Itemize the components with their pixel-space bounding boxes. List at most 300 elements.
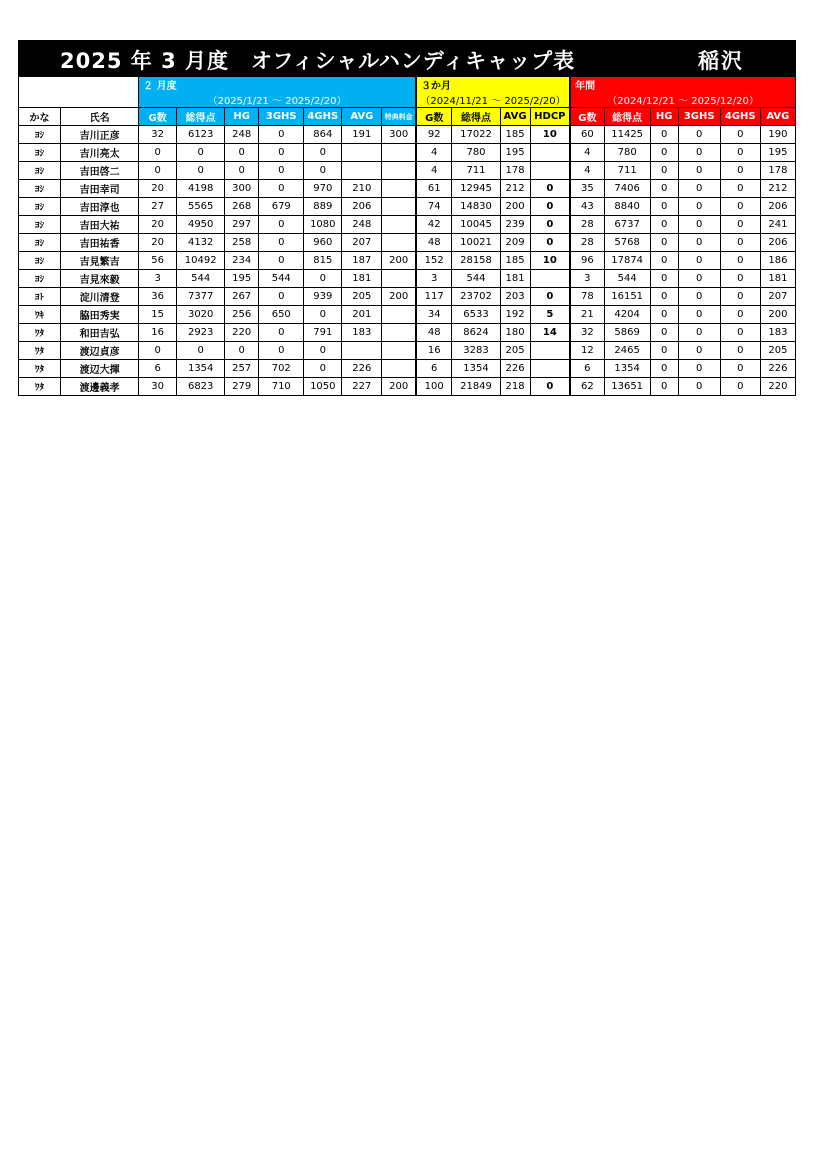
year-total-cell: 2465 — [604, 342, 650, 360]
feb-bonus-cell — [382, 198, 416, 216]
feb-4ghs-cell: 0 — [304, 144, 342, 162]
three-hdcp-cell — [530, 162, 570, 180]
location-label: 稲沢 — [698, 49, 744, 73]
three-games-cell: 100 — [416, 378, 452, 396]
year-total-cell: 780 — [604, 144, 650, 162]
three-avg-cell: 181 — [500, 270, 530, 288]
year-hg-cell: 0 — [650, 162, 678, 180]
year-avg-cell: 178 — [760, 162, 795, 180]
year-total-cell: 13651 — [604, 378, 650, 396]
feb-total-cell: 10492 — [177, 252, 225, 270]
year-3ghs-cell: 0 — [678, 252, 720, 270]
year-hg-cell: 0 — [650, 144, 678, 162]
kana-cell: ﾖｼ — [19, 216, 61, 234]
table-row — [19, 144, 796, 162]
feb-hg-cell: 256 — [225, 306, 259, 324]
year-avg-cell: 190 — [760, 126, 795, 144]
three-games-cell: 6 — [416, 360, 452, 378]
feb-total-cell: 544 — [177, 270, 225, 288]
year-hg-cell: 0 — [650, 234, 678, 252]
year-games-cell: 60 — [570, 126, 604, 144]
feb-3ghs-cell: 0 — [259, 144, 304, 162]
year-3ghs-cell: 0 — [678, 288, 720, 306]
table-row — [19, 288, 796, 306]
col-three-hdcp: HDCP — [530, 108, 570, 126]
table-body — [19, 126, 796, 396]
feb-total-cell: 5565 — [177, 198, 225, 216]
feb-4ghs-cell: 0 — [304, 360, 342, 378]
feb-hg-cell: 268 — [225, 198, 259, 216]
col-feb-total: 総得点 — [177, 108, 225, 126]
year-4ghs-cell: 0 — [720, 180, 760, 198]
year-3ghs-cell: 0 — [678, 198, 720, 216]
year-3ghs-cell: 0 — [678, 144, 720, 162]
name-cell: 吉川亮太 — [61, 144, 139, 162]
year-total-cell: 16151 — [604, 288, 650, 306]
three-avg-cell: 209 — [500, 234, 530, 252]
three-hdcp-cell: 5 — [530, 306, 570, 324]
feb-total-cell: 2923 — [177, 324, 225, 342]
feb-games-cell: 3 — [139, 270, 177, 288]
col-year-4ghs: 4GHS — [720, 108, 760, 126]
three-total-cell: 3283 — [452, 342, 500, 360]
year-group-label: 年間 — [570, 77, 795, 93]
year-games-cell: 4 — [570, 144, 604, 162]
kana-cell: ﾖｼ — [19, 234, 61, 252]
year-hg-cell: 0 — [650, 270, 678, 288]
three-avg-cell: 218 — [500, 378, 530, 396]
year-games-cell: 4 — [570, 162, 604, 180]
col-year-games: G数 — [570, 108, 604, 126]
year-hg-cell: 0 — [650, 342, 678, 360]
feb-avg-cell — [342, 342, 382, 360]
feb-3ghs-cell: 0 — [259, 342, 304, 360]
three-avg-cell: 180 — [500, 324, 530, 342]
table-head — [19, 77, 796, 126]
feb-avg-cell: 206 — [342, 198, 382, 216]
name-cell: 渡辺貞彦 — [61, 342, 139, 360]
feb-avg-cell: 210 — [342, 180, 382, 198]
feb-4ghs-cell: 889 — [304, 198, 342, 216]
kana-cell: ﾜﾀ — [19, 342, 61, 360]
year-4ghs-cell: 0 — [720, 216, 760, 234]
table-row — [19, 180, 796, 198]
name-cell: 渡邊義孝 — [61, 378, 139, 396]
feb-total-cell: 0 — [177, 342, 225, 360]
feb-4ghs-cell: 0 — [304, 270, 342, 288]
kana-cell: ﾖｼ — [19, 198, 61, 216]
three-total-cell: 544 — [452, 270, 500, 288]
year-3ghs-cell: 0 — [678, 234, 720, 252]
feb-4ghs-cell: 939 — [304, 288, 342, 306]
feb-hg-cell: 258 — [225, 234, 259, 252]
name-cell: 吉川正彦 — [61, 126, 139, 144]
feb-4ghs-cell: 864 — [304, 126, 342, 144]
year-3ghs-cell: 0 — [678, 162, 720, 180]
name-cell: 和田吉弘 — [61, 324, 139, 342]
feb-hg-cell: 279 — [225, 378, 259, 396]
year-games-cell: 6 — [570, 360, 604, 378]
three-avg-cell: 239 — [500, 216, 530, 234]
feb-hg-cell: 0 — [225, 144, 259, 162]
col-name: 氏名 — [61, 108, 139, 126]
name-cell: 渡辺大揮 — [61, 360, 139, 378]
year-3ghs-cell: 0 — [678, 306, 720, 324]
col-feb-3ghs: 3GHS — [259, 108, 304, 126]
feb-games-cell: 15 — [139, 306, 177, 324]
three-hdcp-cell: 14 — [530, 324, 570, 342]
table-row — [19, 162, 796, 180]
name-cell: 吉田啓二 — [61, 162, 139, 180]
three-total-cell: 10045 — [452, 216, 500, 234]
feb-4ghs-cell: 0 — [304, 342, 342, 360]
three-total-cell: 711 — [452, 162, 500, 180]
kana-cell: ﾖｼ — [19, 270, 61, 288]
year-avg-cell: 183 — [760, 324, 795, 342]
table-row — [19, 378, 796, 396]
feb-avg-cell: 205 — [342, 288, 382, 306]
three-total-cell: 12945 — [452, 180, 500, 198]
year-3ghs-cell: 0 — [678, 180, 720, 198]
year-3ghs-cell: 0 — [678, 360, 720, 378]
kana-cell: ﾖｼ — [19, 180, 61, 198]
three-hdcp-cell: 0 — [530, 180, 570, 198]
feb-games-cell: 20 — [139, 234, 177, 252]
three-games-cell: 3 — [416, 270, 452, 288]
three-games-cell: 4 — [416, 144, 452, 162]
feb-bonus-cell — [382, 270, 416, 288]
col-feb-games: G数 — [139, 108, 177, 126]
table-row — [19, 252, 796, 270]
feb-total-cell: 4950 — [177, 216, 225, 234]
feb-bonus-cell — [382, 342, 416, 360]
feb-hg-cell: 267 — [225, 288, 259, 306]
feb-avg-cell — [342, 162, 382, 180]
three-avg-cell: 185 — [500, 126, 530, 144]
year-games-cell: 62 — [570, 378, 604, 396]
feb-3ghs-cell: 0 — [259, 126, 304, 144]
table-row — [19, 306, 796, 324]
feb-avg-cell: 201 — [342, 306, 382, 324]
year-games-cell: 78 — [570, 288, 604, 306]
kana-cell: ﾜﾀ — [19, 324, 61, 342]
feb-3ghs-cell: 0 — [259, 252, 304, 270]
year-hg-cell: 0 — [650, 126, 678, 144]
feb-hg-cell: 248 — [225, 126, 259, 144]
kana-cell: ﾖｼ — [19, 144, 61, 162]
three-hdcp-cell — [530, 360, 570, 378]
feb-avg-cell: 181 — [342, 270, 382, 288]
feb-bonus-cell — [382, 144, 416, 162]
three-hdcp-cell — [530, 144, 570, 162]
feb-bonus-cell: 300 — [382, 126, 416, 144]
feb-group-label: ２ 月度 — [139, 77, 416, 93]
feb-bonus-cell: 200 — [382, 378, 416, 396]
year-3ghs-cell: 0 — [678, 324, 720, 342]
three-hdcp-cell: 0 — [530, 234, 570, 252]
name-cell: 吉見繁吉 — [61, 252, 139, 270]
feb-3ghs-cell: 0 — [259, 216, 304, 234]
group-title-row — [19, 77, 796, 93]
feb-avg-cell — [342, 144, 382, 162]
feb-hg-cell: 195 — [225, 270, 259, 288]
feb-total-cell: 0 — [177, 162, 225, 180]
feb-4ghs-cell: 970 — [304, 180, 342, 198]
three-games-cell: 4 — [416, 162, 452, 180]
feb-hg-cell: 220 — [225, 324, 259, 342]
year-games-cell: 3 — [570, 270, 604, 288]
year-3ghs-cell: 0 — [678, 378, 720, 396]
feb-games-cell: 20 — [139, 216, 177, 234]
three-avg-cell: 203 — [500, 288, 530, 306]
year-avg-cell: 226 — [760, 360, 795, 378]
year-4ghs-cell: 0 — [720, 324, 760, 342]
three-hdcp-cell — [530, 270, 570, 288]
feb-bonus-cell — [382, 216, 416, 234]
year-group-range: （2024/12/21 ～ 2025/12/20） — [570, 92, 795, 108]
feb-bonus-cell — [382, 162, 416, 180]
name-cell: 淀川清登 — [61, 288, 139, 306]
year-total-cell: 711 — [604, 162, 650, 180]
year-games-cell: 28 — [570, 234, 604, 252]
col-three-games: G数 — [416, 108, 452, 126]
col-year-3ghs: 3GHS — [678, 108, 720, 126]
feb-4ghs-cell: 1080 — [304, 216, 342, 234]
feb-games-cell: 0 — [139, 162, 177, 180]
three-hdcp-cell: 0 — [530, 198, 570, 216]
year-total-cell: 4204 — [604, 306, 650, 324]
table-row — [19, 126, 796, 144]
feb-avg-cell: 187 — [342, 252, 382, 270]
year-total-cell: 5869 — [604, 324, 650, 342]
three-games-cell: 34 — [416, 306, 452, 324]
year-total-cell: 6737 — [604, 216, 650, 234]
three-games-cell: 48 — [416, 234, 452, 252]
feb-3ghs-cell: 0 — [259, 288, 304, 306]
year-games-cell: 12 — [570, 342, 604, 360]
three-hdcp-cell: 0 — [530, 288, 570, 306]
year-games-cell: 32 — [570, 324, 604, 342]
three-total-cell: 23702 — [452, 288, 500, 306]
three-total-cell: 10021 — [452, 234, 500, 252]
feb-bonus-cell: 200 — [382, 252, 416, 270]
year-hg-cell: 0 — [650, 306, 678, 324]
feb-avg-cell: 226 — [342, 360, 382, 378]
year-4ghs-cell: 0 — [720, 198, 760, 216]
feb-3ghs-cell: 0 — [259, 180, 304, 198]
three-avg-cell: 185 — [500, 252, 530, 270]
feb-total-cell: 6823 — [177, 378, 225, 396]
feb-bonus-cell — [382, 306, 416, 324]
year-hg-cell: 0 — [650, 378, 678, 396]
col-year-avg: AVG — [760, 108, 795, 126]
name-cell: 吉田幸司 — [61, 180, 139, 198]
three-avg-cell: 212 — [500, 180, 530, 198]
feb-3ghs-cell: 702 — [259, 360, 304, 378]
kana-cell: ﾖｼ — [19, 162, 61, 180]
kana-cell: ﾜﾀ — [19, 378, 61, 396]
header-blank — [19, 77, 139, 108]
feb-avg-cell: 248 — [342, 216, 382, 234]
three-games-cell: 61 — [416, 180, 452, 198]
year-games-cell: 96 — [570, 252, 604, 270]
table-row — [19, 342, 796, 360]
three-total-cell: 17022 — [452, 126, 500, 144]
year-hg-cell: 0 — [650, 180, 678, 198]
three-games-cell: 117 — [416, 288, 452, 306]
feb-3ghs-cell: 650 — [259, 306, 304, 324]
table-row — [19, 198, 796, 216]
year-hg-cell: 0 — [650, 324, 678, 342]
year-hg-cell: 0 — [650, 198, 678, 216]
feb-games-cell: 16 — [139, 324, 177, 342]
feb-games-cell: 20 — [139, 180, 177, 198]
year-total-cell: 11425 — [604, 126, 650, 144]
three-hdcp-cell: 10 — [530, 126, 570, 144]
year-4ghs-cell: 0 — [720, 288, 760, 306]
col-year-hg: HG — [650, 108, 678, 126]
three-total-cell: 8624 — [452, 324, 500, 342]
year-4ghs-cell: 0 — [720, 378, 760, 396]
feb-games-cell: 0 — [139, 342, 177, 360]
three-games-cell: 152 — [416, 252, 452, 270]
feb-bonus-cell — [382, 360, 416, 378]
feb-bonus-cell: 200 — [382, 288, 416, 306]
three-total-cell: 780 — [452, 144, 500, 162]
year-4ghs-cell: 0 — [720, 144, 760, 162]
name-cell: 吉田淳也 — [61, 198, 139, 216]
feb-games-cell: 36 — [139, 288, 177, 306]
feb-4ghs-cell: 791 — [304, 324, 342, 342]
three-total-cell: 6533 — [452, 306, 500, 324]
feb-avg-cell: 191 — [342, 126, 382, 144]
kana-cell: ﾖﾄ — [19, 288, 61, 306]
feb-bonus-cell — [382, 180, 416, 198]
year-avg-cell: 212 — [760, 180, 795, 198]
handicap-table — [18, 76, 796, 396]
feb-4ghs-cell: 815 — [304, 252, 342, 270]
year-3ghs-cell: 0 — [678, 342, 720, 360]
three-avg-cell: 205 — [500, 342, 530, 360]
three-month-group-range: （2024/11/21 ～ 2025/2/20） — [416, 92, 570, 108]
three-total-cell: 28158 — [452, 252, 500, 270]
col-feb-hg: HG — [225, 108, 259, 126]
feb-avg-cell: 183 — [342, 324, 382, 342]
feb-games-cell: 30 — [139, 378, 177, 396]
year-4ghs-cell: 0 — [720, 342, 760, 360]
col-three-total: 総得点 — [452, 108, 500, 126]
feb-total-cell: 6123 — [177, 126, 225, 144]
kana-cell: ﾜｷ — [19, 306, 61, 324]
year-total-cell: 5768 — [604, 234, 650, 252]
feb-3ghs-cell: 0 — [259, 324, 304, 342]
three-total-cell: 1354 — [452, 360, 500, 378]
name-cell: 吉田祐香 — [61, 234, 139, 252]
year-hg-cell: 0 — [650, 288, 678, 306]
feb-total-cell: 3020 — [177, 306, 225, 324]
year-avg-cell: 195 — [760, 144, 795, 162]
three-hdcp-cell: 0 — [530, 378, 570, 396]
three-avg-cell: 200 — [500, 198, 530, 216]
feb-bonus-cell — [382, 324, 416, 342]
feb-hg-cell: 257 — [225, 360, 259, 378]
year-3ghs-cell: 0 — [678, 270, 720, 288]
three-month-group-label: ３か月 — [416, 77, 570, 93]
feb-bonus-cell — [382, 234, 416, 252]
name-cell: 脇田秀実 — [61, 306, 139, 324]
year-games-cell: 28 — [570, 216, 604, 234]
year-4ghs-cell: 0 — [720, 270, 760, 288]
year-games-cell: 21 — [570, 306, 604, 324]
table-row — [19, 234, 796, 252]
year-total-cell: 1354 — [604, 360, 650, 378]
year-3ghs-cell: 0 — [678, 216, 720, 234]
three-avg-cell: 178 — [500, 162, 530, 180]
year-total-cell: 8840 — [604, 198, 650, 216]
three-total-cell: 21849 — [452, 378, 500, 396]
feb-total-cell: 0 — [177, 144, 225, 162]
col-feb-4ghs: 4GHS — [304, 108, 342, 126]
three-avg-cell: 192 — [500, 306, 530, 324]
table-row — [19, 360, 796, 378]
feb-3ghs-cell: 544 — [259, 270, 304, 288]
year-4ghs-cell: 0 — [720, 234, 760, 252]
year-3ghs-cell: 0 — [678, 126, 720, 144]
feb-games-cell: 27 — [139, 198, 177, 216]
year-total-cell: 544 — [604, 270, 650, 288]
feb-hg-cell: 234 — [225, 252, 259, 270]
col-kana: かな — [19, 108, 61, 126]
col-feb-avg: AVG — [342, 108, 382, 126]
handicap-sheet — [18, 40, 796, 396]
title-bar — [18, 40, 796, 76]
feb-hg-cell: 300 — [225, 180, 259, 198]
feb-games-cell: 0 — [139, 144, 177, 162]
year-games-cell: 43 — [570, 198, 604, 216]
year-total-cell: 7406 — [604, 180, 650, 198]
year-avg-cell: 206 — [760, 234, 795, 252]
three-hdcp-cell: 0 — [530, 216, 570, 234]
feb-4ghs-cell: 960 — [304, 234, 342, 252]
feb-3ghs-cell: 679 — [259, 198, 304, 216]
feb-total-cell: 1354 — [177, 360, 225, 378]
kana-cell: ﾜﾀ — [19, 360, 61, 378]
table-row — [19, 216, 796, 234]
feb-3ghs-cell: 710 — [259, 378, 304, 396]
name-cell: 吉見來毅 — [61, 270, 139, 288]
year-4ghs-cell: 0 — [720, 126, 760, 144]
year-avg-cell: 207 — [760, 288, 795, 306]
col-year-total: 総得点 — [604, 108, 650, 126]
feb-4ghs-cell: 0 — [304, 162, 342, 180]
three-avg-cell: 226 — [500, 360, 530, 378]
three-avg-cell: 195 — [500, 144, 530, 162]
year-4ghs-cell: 0 — [720, 162, 760, 180]
year-avg-cell: 220 — [760, 378, 795, 396]
col-feb-bonus: 特典料金 — [382, 108, 416, 126]
year-total-cell: 17874 — [604, 252, 650, 270]
page-title: 2025 年 3 月度 オフィシャルハンディキャップ表 — [60, 49, 576, 73]
year-hg-cell: 0 — [650, 216, 678, 234]
year-hg-cell: 0 — [650, 252, 678, 270]
feb-hg-cell: 0 — [225, 342, 259, 360]
three-total-cell: 14830 — [452, 198, 500, 216]
three-games-cell: 92 — [416, 126, 452, 144]
feb-total-cell: 4198 — [177, 180, 225, 198]
three-games-cell: 48 — [416, 324, 452, 342]
year-4ghs-cell: 0 — [720, 360, 760, 378]
feb-3ghs-cell: 0 — [259, 234, 304, 252]
